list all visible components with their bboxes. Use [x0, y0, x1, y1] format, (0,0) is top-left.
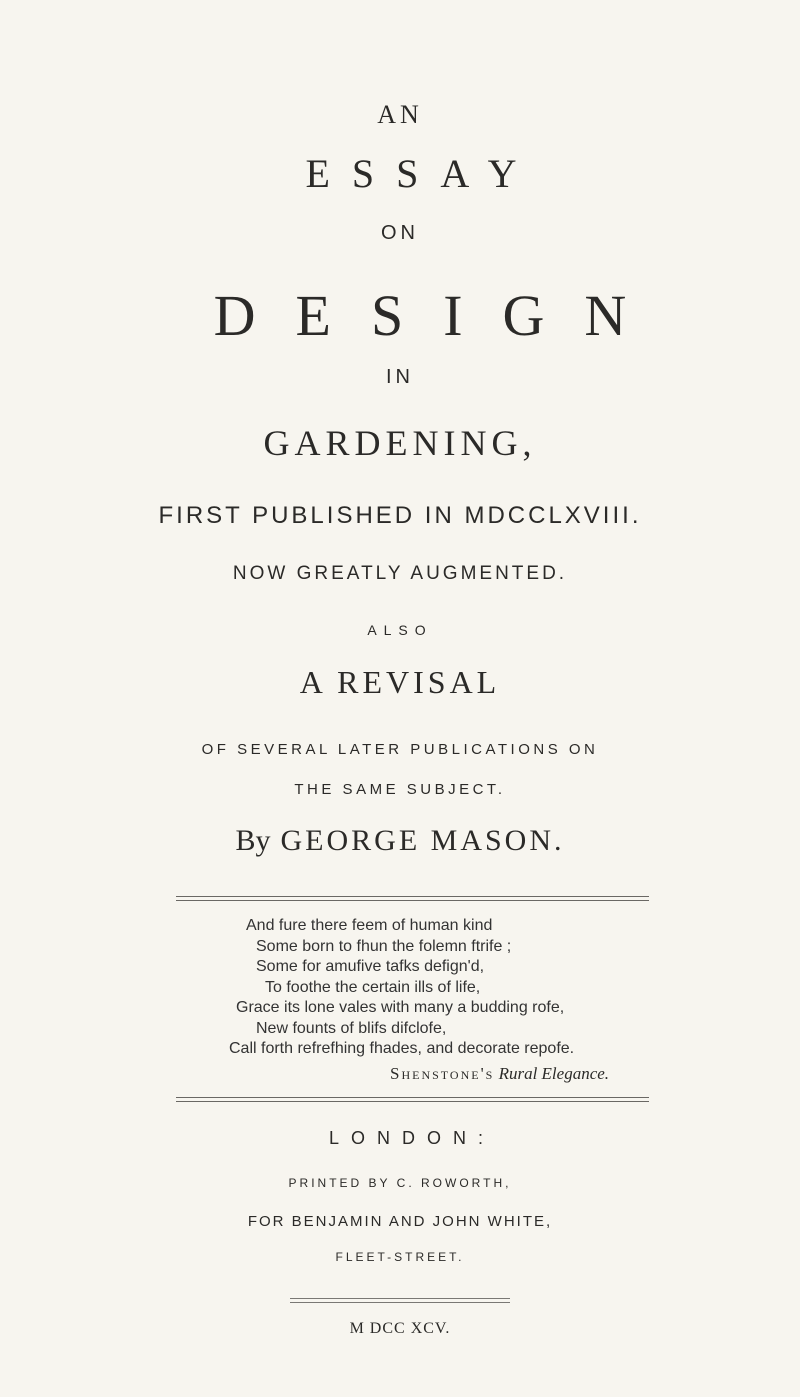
- imprint-printer: PRINTED BY C. ROWORTH,: [288, 1176, 512, 1190]
- epigraph-line: Some for amufive tafks defign'd,: [256, 958, 485, 975]
- augmented-line: NOW GREATLY AUGMENTED.: [232, 563, 568, 584]
- date-rule-top: [290, 1298, 510, 1299]
- title-design: DESIGN: [213, 283, 667, 348]
- upper-rule-top: [176, 896, 649, 897]
- revisal-title: A REVISAL: [299, 664, 501, 700]
- date-rule-bottom: [290, 1302, 510, 1303]
- by-word: By: [235, 824, 271, 857]
- epigraph-line: And fure there feem of human kind: [246, 917, 493, 934]
- title-on: ON: [381, 222, 419, 244]
- several-publications-line: OF SEVERAL LATER PUBLICATIONS ON: [201, 741, 599, 758]
- attribution-author: Shenstone's: [390, 1064, 495, 1083]
- also-line: ALSO: [367, 622, 433, 638]
- title-gardening: GARDENING,: [263, 423, 537, 463]
- lower-rule-bottom: [176, 1101, 649, 1102]
- epigraph-line: Grace its lone vales with many a budding rofe,: [236, 999, 565, 1016]
- epigraph-line: To foothe the certain ills of life,: [265, 978, 481, 996]
- epigraph-line: Call forth refrefhing fhades, and decorate repofe.: [229, 1040, 575, 1057]
- lower-rule-top: [176, 1097, 649, 1098]
- attribution-work: Rural Elegance.: [498, 1064, 610, 1083]
- title-an: AN: [377, 100, 423, 129]
- imprint-publishers: FOR BENJAMIN AND JOHN WHITE,: [247, 1213, 553, 1230]
- title-essay: ESSAY: [305, 151, 539, 196]
- epigraph-poem: [229, 916, 575, 1060]
- author-name: GEORGE MASON.: [280, 824, 565, 857]
- imprint-date: M DCC XCV.: [349, 1320, 451, 1337]
- same-subject-line: THE SAME SUBJECT.: [294, 781, 506, 798]
- epigraph-line: Some born to fhun the folemn ftrife ;: [256, 937, 512, 955]
- first-published-line: FIRST PUBLISHED IN MDCCLXVIII.: [158, 502, 642, 529]
- title-in: IN: [386, 366, 414, 388]
- epigraph-attribution: [390, 1064, 609, 1084]
- imprint-street: FLEET-STREET.: [335, 1250, 465, 1264]
- upper-rule-bottom: [176, 900, 649, 901]
- author-byline: [0, 824, 800, 858]
- imprint-london: LONDON:: [328, 1128, 495, 1148]
- epigraph-line: New founts of blifs difclofe,: [256, 1019, 447, 1037]
